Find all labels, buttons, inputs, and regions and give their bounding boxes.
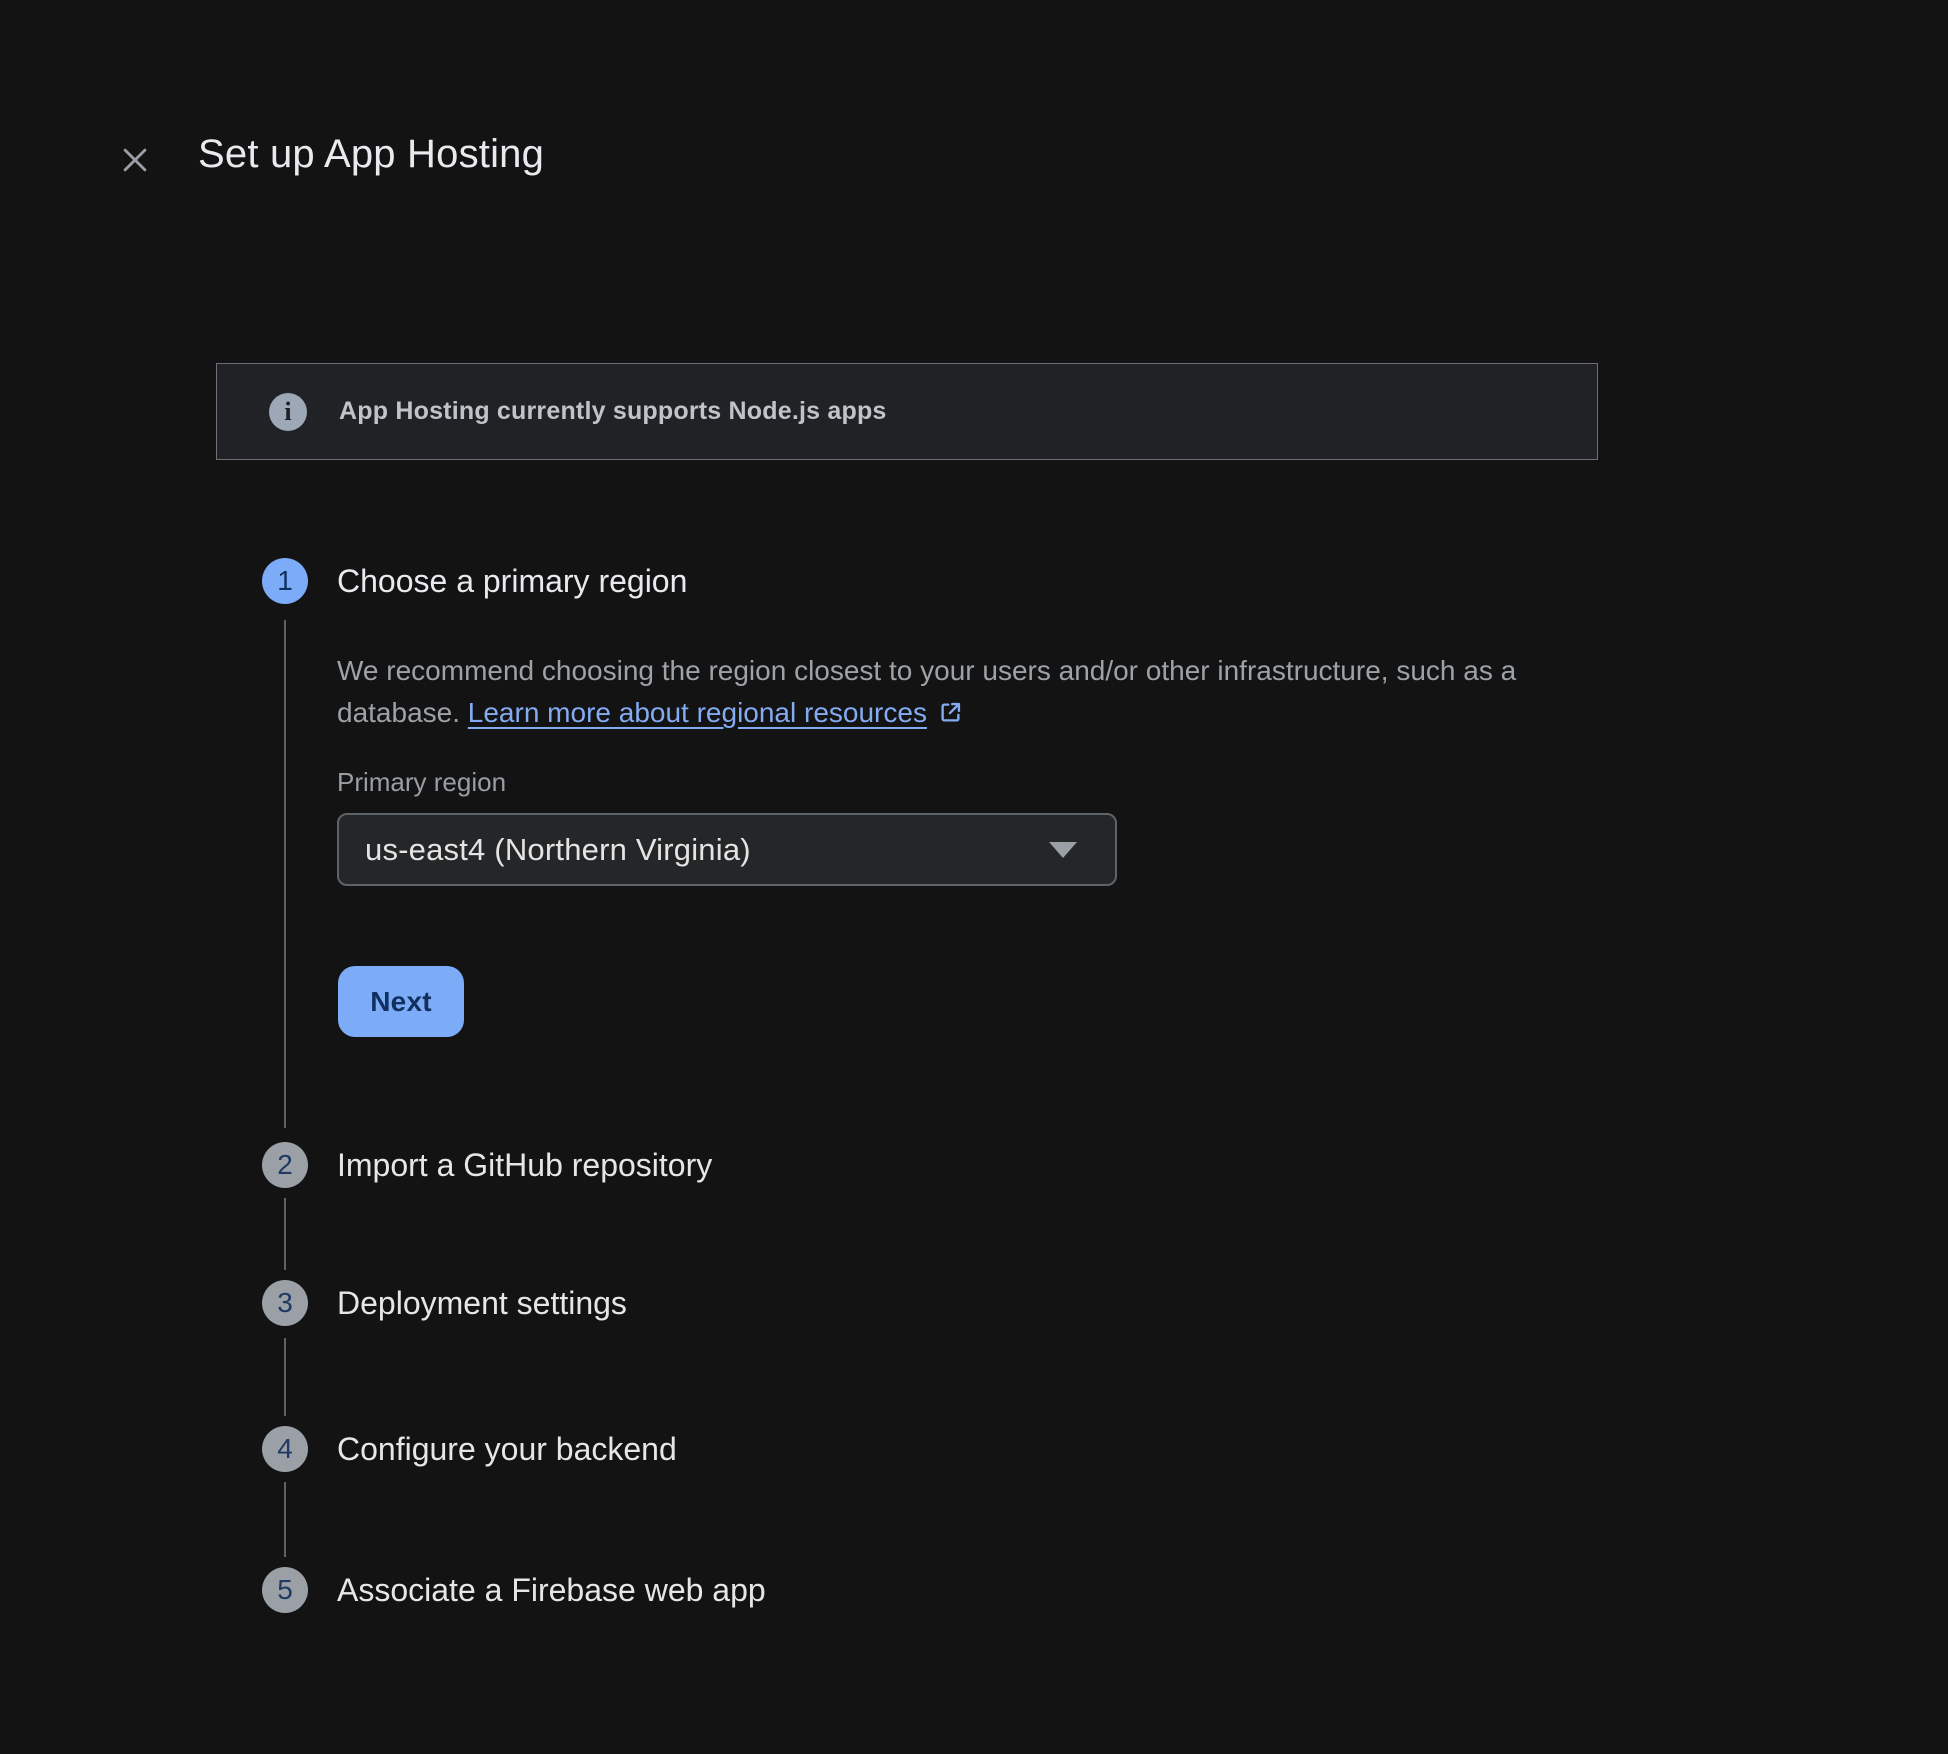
step-1-indicator: 1 <box>262 558 308 604</box>
info-icon: i <box>269 393 307 431</box>
arrow-drop-down-icon <box>1049 842 1077 858</box>
banner-text: App Hosting currently supports Node.js apps <box>339 397 887 425</box>
step-3-indicator: 3 <box>262 1280 308 1326</box>
next-button[interactable]: Next <box>338 966 464 1037</box>
primary-region-select[interactable] <box>337 813 1117 886</box>
primary-region-selected-value: us-east4 (Northern Virginia) <box>365 831 751 867</box>
stepper-connector <box>284 620 286 1128</box>
step-2-indicator: 2 <box>262 1142 308 1188</box>
stepper-connector <box>284 1338 286 1416</box>
step-4-title: Configure your backend <box>337 1431 677 1467</box>
step-1-description <box>337 650 1552 738</box>
open-in-new-icon <box>937 701 964 732</box>
primary-region-label: Primary region <box>337 767 507 797</box>
step-3-title: Deployment settings <box>337 1285 627 1321</box>
stepper-connector <box>284 1482 286 1557</box>
page-title: Set up App Hosting <box>198 132 545 176</box>
description-text: We recommend choosing the region closest to your users and/or other infrastructure, such as a database. <box>337 655 1517 728</box>
step-5-indicator: 5 <box>262 1567 308 1613</box>
info-banner <box>216 363 1598 460</box>
close-icon <box>118 143 152 177</box>
close-button[interactable] <box>111 136 159 184</box>
step-2-title: Import a GitHub repository <box>337 1147 713 1183</box>
step-5-title: Associate a Firebase web app <box>337 1572 766 1608</box>
step-1-title: Choose a primary region <box>337 563 688 599</box>
stepper-connector <box>284 1198 286 1270</box>
step-4-indicator: 4 <box>262 1426 308 1472</box>
learn-more-link[interactable]: Learn more about regional resources <box>467 697 927 728</box>
